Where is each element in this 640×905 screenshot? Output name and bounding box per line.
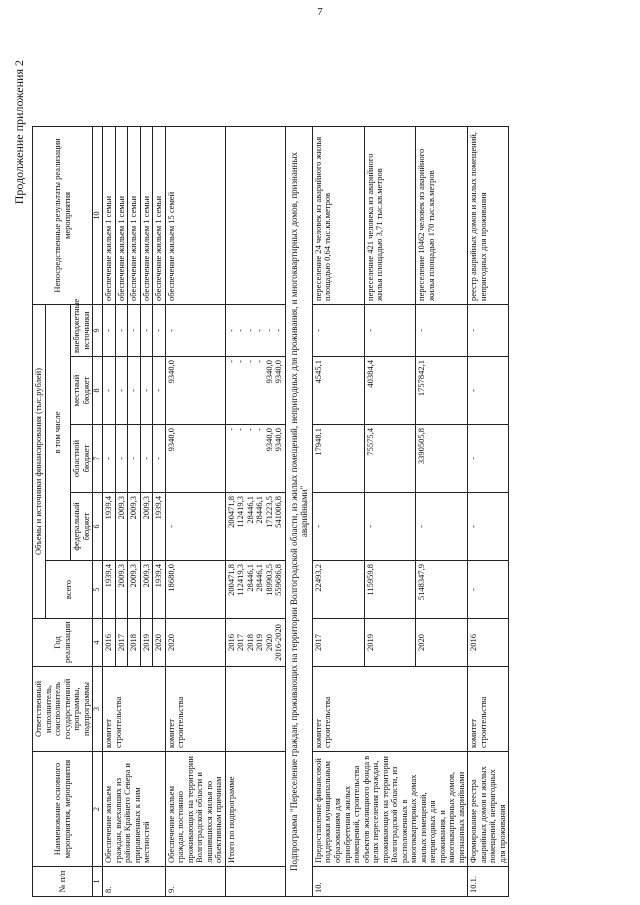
row-extra: - — [103, 304, 116, 356]
row-num: 10.1. — [468, 867, 509, 897]
row-exec: комитет строительства — [165, 667, 225, 752]
header-obl: областной бюджет — [71, 425, 93, 493]
row-fed: 2009,3 — [140, 493, 153, 561]
subtotal-years: 2016 2017 2018 2019 2020 2016-2020 — [225, 619, 285, 667]
col-number: 10 — [93, 126, 103, 304]
row-total: 2009,3 — [140, 561, 153, 619]
row-result: обеспечение жильем 1 семьи — [103, 126, 116, 304]
header-loc: местный бюджет — [71, 357, 93, 425]
row-name: Обеспечение жильем граждан, выехавших из районов Крайнего Севера и приравненных к ним местностей — [103, 752, 166, 867]
row-extra: - — [312, 304, 364, 356]
row-year: 2020 — [416, 619, 468, 667]
subtotal-loc: - - - - 9340,0 9340,0 — [225, 357, 285, 425]
row-total: - — [468, 561, 509, 619]
row-result: реестр аварийных домов и жилых помещений, непригодных для проживания — [468, 126, 509, 304]
row-obl: - — [128, 425, 141, 493]
col-number: 6 — [93, 493, 103, 561]
row-loc: 4545,1 — [312, 357, 364, 425]
row-year: 2018 — [128, 619, 141, 667]
row-obl: - — [153, 425, 166, 493]
col-number: 5 — [93, 561, 103, 619]
row-result: обеспечение жильем 15 семей — [165, 126, 225, 304]
row-num: 10. — [312, 867, 467, 897]
row-exec: комитет строительства — [312, 667, 467, 752]
col-number: 7 — [93, 425, 103, 493]
row-exec: комитет строительства — [468, 667, 509, 752]
row-total: 22493,2 — [312, 561, 364, 619]
col-number: 9 — [93, 304, 103, 356]
row-obl: 75575,4 — [364, 425, 416, 493]
subtotal-obl: - - - - 9340,0 9340,0 — [225, 425, 285, 493]
row-result: обеспечение жильем 1 семьи — [140, 126, 153, 304]
row-obl: 17948,1 — [312, 425, 364, 493]
row-name: Предоставление финансовой поддержки муниципальным образованиям для приобретения жилых помещений, строительства объектов жилищного фонда в целях переселения граждан, проживающих на территории Волгоградской области, из расположенных в многоквартирных домах жилых помещений, непригодных для проживания, и многоквартирных домов, признанных аварийными — [312, 752, 467, 867]
subtotal-total: 200471,8 112419,3 28446,1 28446,1 189903,5 559686,8 — [225, 561, 285, 619]
row-fed: 1939,4 — [153, 493, 166, 561]
row-total: 2009,3 — [128, 561, 141, 619]
row-total: 18680,0 — [165, 561, 225, 619]
header-num: № п/п — [33, 867, 93, 897]
row-total: 5148347,9 — [416, 561, 468, 619]
row-fed: - — [468, 493, 509, 561]
row-loc: - — [153, 357, 166, 425]
row-obl: 3390505,8 — [416, 425, 468, 493]
header-exec: Ответственный исполнитель, соисполнитель государственной программы, подпрограммы — [33, 667, 93, 752]
row-exec: комитет строительства — [103, 667, 166, 752]
subtotal-row — [225, 126, 285, 896]
subtotal-fed: 200471,8 112419,3 28446,1 28446,1 171223,5 541006,8 — [225, 493, 285, 561]
subtotal-extra: - - - - - - — [225, 304, 285, 356]
row-extra: - — [153, 304, 166, 356]
col-number: 4 — [93, 619, 103, 667]
row-result: обеспечение жильем 1 семьи — [153, 126, 166, 304]
header-result: Непосредственные результаты реализации мероприятия — [33, 126, 93, 304]
row-year: 2017 — [312, 619, 364, 667]
header-incl: в том числе — [45, 304, 71, 560]
row-loc: - — [468, 357, 509, 425]
row-result: переселение 421 человека из аварийного жилья площадью 3,71 тыс.кв.метров — [364, 126, 416, 304]
table-row — [312, 126, 364, 896]
header-funding: Объемы и источники финансирования (тыс.рублей) — [33, 304, 46, 618]
table-row — [103, 126, 116, 896]
row-year: 2017 — [115, 619, 128, 667]
column-numbers-row — [93, 126, 103, 896]
row-num: 9. — [165, 867, 225, 897]
row-extra: - — [165, 304, 225, 356]
header-name: Наименование основного мероприятия, мероприятия — [33, 752, 93, 867]
row-num: 8. — [103, 867, 166, 897]
header-fed: федеральный бюджет — [71, 493, 93, 561]
table-row — [468, 126, 509, 896]
row-total: 1939,4 — [103, 561, 116, 619]
row-extra: - — [364, 304, 416, 356]
row-loc: - — [128, 357, 141, 425]
col-number: 2 — [93, 752, 103, 867]
header-total: всего — [45, 561, 93, 619]
row-loc: - — [103, 357, 116, 425]
header-year: Год реализации — [33, 619, 93, 667]
row-result: переселение 10462 человек из аварийного жилья площадью 170 тыс.кв.метров — [416, 126, 468, 304]
row-year: 2020 — [165, 619, 225, 667]
row-loc: 1757842,1 — [416, 357, 468, 425]
row-loc: 9340,0 — [165, 357, 225, 425]
funding-table — [32, 126, 509, 897]
row-obl: - — [115, 425, 128, 493]
row-total: 2009,3 — [115, 561, 128, 619]
row-name: Обеспечение жильем граждан, постоянно проживающих на территории Волгоградской области и лишившихся жилья по объективным причинам — [165, 752, 225, 867]
page-number: 7 — [317, 6, 323, 18]
row-fed: 1939,4 — [103, 493, 116, 561]
row-loc: 40384,4 — [364, 357, 416, 425]
row-year: 2019 — [364, 619, 416, 667]
row-year: 2016 — [103, 619, 116, 667]
row-obl: 9340,0 — [165, 425, 225, 493]
appendix-caption: Продолжение приложения 2 — [12, 60, 26, 205]
row-fed: - — [312, 493, 364, 561]
subprogram-title: Подпрограмма "Переселение граждан, проживающих на территории Волгоградской области, из жилых помещений, непригодных для проживания, и многоквартирных домов, признанных аварийными" — [285, 126, 312, 896]
row-loc: - — [140, 357, 153, 425]
row-name: Формирование реестра аварийных домов и жилых помещений, непригодных для проживания — [468, 752, 509, 867]
table-row — [165, 126, 225, 896]
row-result: обеспечение жильем 1 семьи — [115, 126, 128, 304]
row-fed: 2009,3 — [128, 493, 141, 561]
row-year: 2019 — [140, 619, 153, 667]
row-extra: - — [140, 304, 153, 356]
col-number: 3 — [93, 667, 103, 752]
row-extra: - — [468, 304, 509, 356]
row-obl: - — [140, 425, 153, 493]
row-extra: - — [416, 304, 468, 356]
row-obl: - — [468, 425, 509, 493]
col-number: 8 — [93, 357, 103, 425]
row-loc: - — [115, 357, 128, 425]
col-number: 1 — [93, 867, 103, 897]
row-extra: - — [128, 304, 141, 356]
row-fed: 2009,3 — [115, 493, 128, 561]
subprogram-row — [285, 126, 312, 896]
row-total: 1939,4 — [153, 561, 166, 619]
row-result: обеспечение жильем 1 семьи — [128, 126, 141, 304]
subtotal-label: Итого по подпрограмме — [225, 752, 285, 867]
row-year: 2020 — [153, 619, 166, 667]
row-fed: - — [165, 493, 225, 561]
row-result: переселение 24 человек из аварийного жилья площадью 0,64 тыс.кв.метров — [312, 126, 364, 304]
row-total: 115959,8 — [364, 561, 416, 619]
header-extra: внебюджетные источники — [71, 304, 93, 356]
row-fed: - — [364, 493, 416, 561]
row-extra: - — [115, 304, 128, 356]
row-year: 2016 — [468, 619, 509, 667]
row-fed: - — [416, 493, 468, 561]
row-obl: - — [103, 425, 116, 493]
